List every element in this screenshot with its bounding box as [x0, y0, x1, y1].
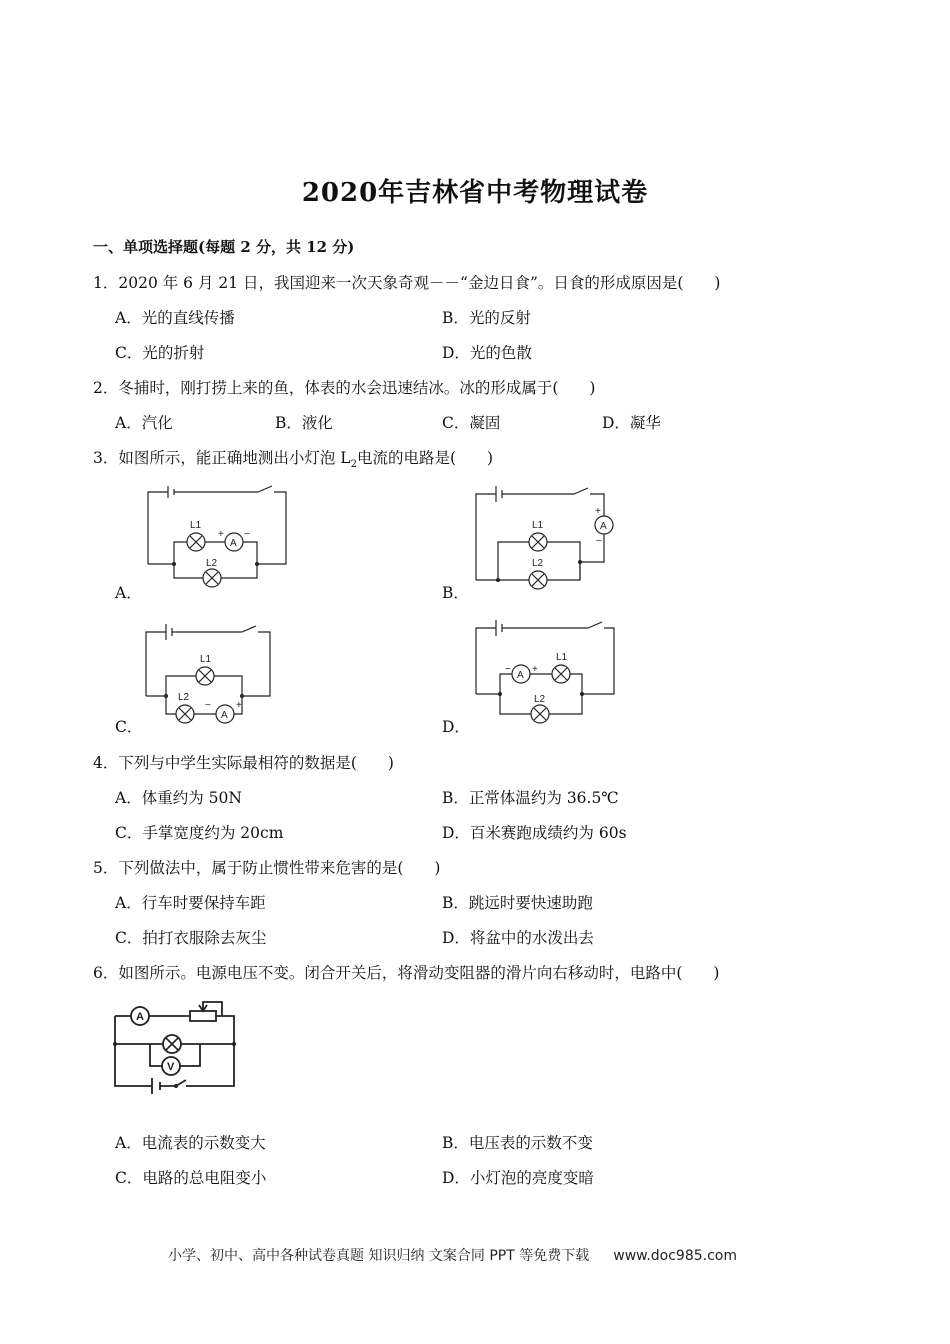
- section-heading: 一、单项选择题(每题 2 分，共 12 分): [93, 238, 355, 256]
- circuit-q6-voltmeter-label: V: [167, 1061, 175, 1073]
- circuit-a-l1-label: L1: [190, 520, 202, 531]
- question-6-option-d[interactable]: D．小灯泡的亮度变暗: [442, 1169, 594, 1187]
- question-5-option-d[interactable]: D．将盆中的水泼出去: [442, 929, 594, 947]
- circuit-d-l1-label: L1: [556, 652, 568, 663]
- question-3-stem-post: 电流的电路是( ): [356, 449, 494, 467]
- question-3-option-c[interactable]: C．: [115, 718, 143, 736]
- question-2-option-a[interactable]: A．汽化: [115, 414, 173, 432]
- circuit-d-ammeter-label: A: [517, 670, 524, 681]
- question-3-option-d[interactable]: D．: [442, 718, 470, 736]
- circuit-b-ammeter-label: A: [600, 521, 607, 532]
- circuit-b-l1-label: L1: [532, 520, 544, 531]
- circuit-c-minus-label: −: [205, 700, 211, 711]
- circuit-d-minus-label: −: [505, 664, 511, 675]
- question-4-stem: 4．下列与中学生实际最相符的数据是( ): [93, 754, 394, 772]
- question-1-option-b[interactable]: B．光的反射: [442, 309, 531, 327]
- circuit-d-plus-label: +: [532, 664, 538, 675]
- circuit-a-minus-label: −: [244, 529, 250, 540]
- circuit-c-l1-label: L1: [200, 654, 212, 665]
- circuit-q6-ammeter-label: A: [136, 1011, 144, 1023]
- question-4-option-c[interactable]: C．手掌宽度约为 20cm: [115, 824, 284, 842]
- question-5-option-b[interactable]: B．跳远时要快速助跑: [442, 894, 593, 912]
- question-2-stem: 2．冬捕时，刚打捞上来的鱼，体表的水会迅速结冰。冰的形成属于( ): [93, 379, 596, 397]
- circuit-d-l2-label: L2: [534, 694, 546, 705]
- circuit-c-ammeter-label: A: [221, 710, 228, 721]
- circuit-c-plus-label: +: [236, 700, 242, 711]
- circuit-b-minus-label: −: [596, 536, 602, 547]
- question-1-option-c[interactable]: C．光的折射: [115, 344, 205, 362]
- question-6-option-b[interactable]: B．电压表的示数不变: [442, 1134, 593, 1152]
- question-2-option-c[interactable]: C．凝固: [442, 414, 501, 432]
- circuit-a-diagram: [140, 482, 300, 592]
- question-3-option-a[interactable]: A．: [115, 584, 142, 602]
- question-2-option-d[interactable]: D．凝华: [602, 414, 661, 432]
- circuit-q6-diagram: [110, 994, 245, 1094]
- page-title: 2020年吉林省中考物理试卷: [301, 178, 649, 208]
- question-5-stem: 5．下列做法中，属于防止惯性带来危害的是( ): [93, 859, 441, 877]
- circuit-b-plus-label: +: [595, 506, 601, 517]
- question-1-option-a[interactable]: A．光的直线传播: [115, 309, 235, 327]
- question-6-option-a[interactable]: A．电流表的示数变大: [115, 1134, 266, 1152]
- question-2-option-b[interactable]: B．液化: [275, 414, 333, 432]
- circuit-c-diagram: [138, 620, 288, 730]
- footer-url-link[interactable]: www.doc985.com: [613, 1248, 737, 1264]
- question-3-stem-pre: 3．如图所示，能正确地测出小灯泡 L: [93, 449, 351, 467]
- circuit-d-diagram: [468, 616, 628, 731]
- footer-text: 小学、初中、高中各种试卷真题 知识归纳 文案合同 PPT 等免费下载: [168, 1248, 590, 1264]
- circuit-b-diagram: [468, 482, 628, 597]
- question-4-option-b[interactable]: B．正常体温约为 36.5℃: [442, 789, 619, 807]
- question-3-option-b[interactable]: B．: [442, 584, 469, 602]
- question-5-option-a[interactable]: A．行车时要保持车距: [115, 894, 266, 912]
- circuit-b-l2-label: L2: [532, 558, 544, 569]
- question-6-stem: 6．如图所示。电源电压不变。闭合开关后，将滑动变阻器的滑片向右移动时，电路中( ): [93, 964, 720, 982]
- question-3-stem: [93, 446, 493, 470]
- question-3-stem-sub: 2: [350, 459, 357, 471]
- question-5-option-c[interactable]: C．拍打衣服除去灰尘: [115, 929, 267, 947]
- question-4-option-a[interactable]: A．体重约为 50N: [115, 789, 242, 807]
- circuit-a-plus-label: +: [218, 529, 224, 540]
- question-6-option-c[interactable]: C．电路的总电阻变小: [115, 1169, 267, 1187]
- question-1-option-d[interactable]: D．光的色散: [442, 344, 532, 362]
- question-1-stem: 1．2020 年 6 月 21 日，我国迎来一次天象奇观－－“金边日食”。日食的形成原因是( ): [93, 274, 721, 292]
- question-4-option-d[interactable]: D．百米赛跑成绩约为 60s: [442, 824, 627, 842]
- circuit-a-l2-label: L2: [206, 558, 218, 569]
- circuit-c-l2-label: L2: [178, 692, 190, 703]
- page-footer: [168, 1245, 737, 1265]
- circuit-a-ammeter-label: A: [230, 538, 237, 549]
